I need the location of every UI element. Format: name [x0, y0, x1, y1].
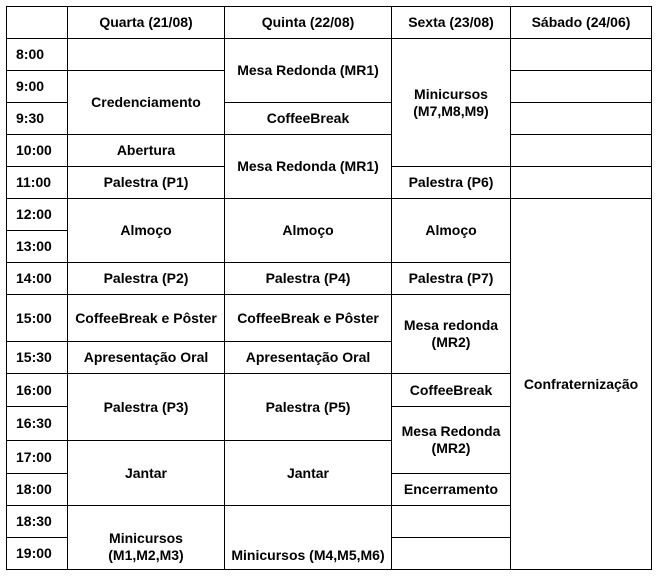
- empty-cell: [511, 39, 652, 71]
- time-cell: 18:30: [7, 506, 68, 538]
- corner-cell: [7, 7, 68, 39]
- time-cell: 9:00: [7, 71, 68, 103]
- event-jantar: Jantar: [225, 441, 392, 506]
- time-cell: 16:00: [7, 374, 68, 407]
- event-almoco: Almoço: [68, 199, 225, 263]
- event-palestra-p7: Palestra (P7): [392, 263, 511, 295]
- event-jantar: Jantar: [68, 441, 225, 506]
- time-cell: 14:00: [7, 263, 68, 295]
- header-wednesday: Quarta (21/08): [68, 7, 225, 39]
- event-mesa-redonda-mr1: Mesa Redonda (MR1): [225, 39, 392, 103]
- event-coffeebreak: CoffeeBreak: [225, 103, 392, 135]
- event-mesa-redonda-mr1: Mesa Redonda (MR1): [225, 135, 392, 199]
- header-thursday: Quinta (22/08): [225, 7, 392, 39]
- time-cell: 10:00: [7, 135, 68, 167]
- time-cell: 8:00: [7, 39, 68, 71]
- event-apresentacao-oral: Apresentação Oral: [68, 342, 225, 374]
- table-row: [7, 199, 652, 231]
- event-minicursos-m4-m6: Minicursos (M4,M5,M6): [225, 506, 392, 570]
- event-encerramento: Encerramento: [392, 474, 511, 506]
- event-coffeebreak-poster: CoffeeBreak e Pôster: [225, 295, 392, 342]
- time-cell: 9:30: [7, 103, 68, 135]
- event-coffeebreak: CoffeeBreak: [392, 374, 511, 407]
- time-cell: 18:00: [7, 474, 68, 506]
- event-credenciamento: Credenciamento: [68, 71, 225, 135]
- time-cell: 12:00: [7, 199, 68, 231]
- empty-cell: [511, 135, 652, 167]
- header-saturday: Sábado (24/06): [511, 7, 652, 39]
- event-minicursos-m1-m3: Minicursos (M1,M2,M3): [68, 506, 225, 570]
- header-friday: Sexta (23/08): [392, 7, 511, 39]
- time-cell: 16:30: [7, 407, 68, 441]
- event-apresentacao-oral: Apresentação Oral: [225, 342, 392, 374]
- time-cell: 15:30: [7, 342, 68, 374]
- schedule-table: [6, 6, 652, 570]
- event-mesa-redonda-mr2: Mesa Redonda (MR2): [392, 407, 511, 474]
- event-confraternizacao: Confraternização: [511, 199, 652, 570]
- table-row: [7, 39, 652, 71]
- event-palestra-p1: Palestra (P1): [68, 167, 225, 199]
- empty-cell: [511, 167, 652, 199]
- time-cell: 13:00: [7, 231, 68, 263]
- event-palestra-p4: Palestra (P4): [225, 263, 392, 295]
- table-row: [7, 135, 652, 167]
- time-cell: 19:00: [7, 538, 68, 570]
- event-palestra-p3: Palestra (P3): [68, 374, 225, 441]
- event-abertura: Abertura: [68, 135, 225, 167]
- header-row: [7, 7, 652, 39]
- event-palestra-p2: Palestra (P2): [68, 263, 225, 295]
- event-almoco: Almoço: [225, 199, 392, 263]
- empty-cell: [511, 103, 652, 135]
- event-palestra-p5: Palestra (P5): [225, 374, 392, 441]
- time-cell: 11:00: [7, 167, 68, 199]
- event-mesa-redonda-mr2: Mesa redonda (MR2): [392, 295, 511, 374]
- empty-cell: [392, 538, 511, 570]
- event-coffeebreak-poster: CoffeeBreak e Pôster: [68, 295, 225, 342]
- event-almoco: Almoço: [392, 199, 511, 263]
- time-cell: 15:00: [7, 295, 68, 342]
- empty-cell: [511, 71, 652, 103]
- event-palestra-p6: Palestra (P6): [392, 167, 511, 199]
- empty-cell: [68, 39, 225, 71]
- event-minicursos-m7-m9: Minicursos (M7,M8,M9): [392, 39, 511, 167]
- time-cell: 17:00: [7, 441, 68, 474]
- empty-cell: [392, 506, 511, 538]
